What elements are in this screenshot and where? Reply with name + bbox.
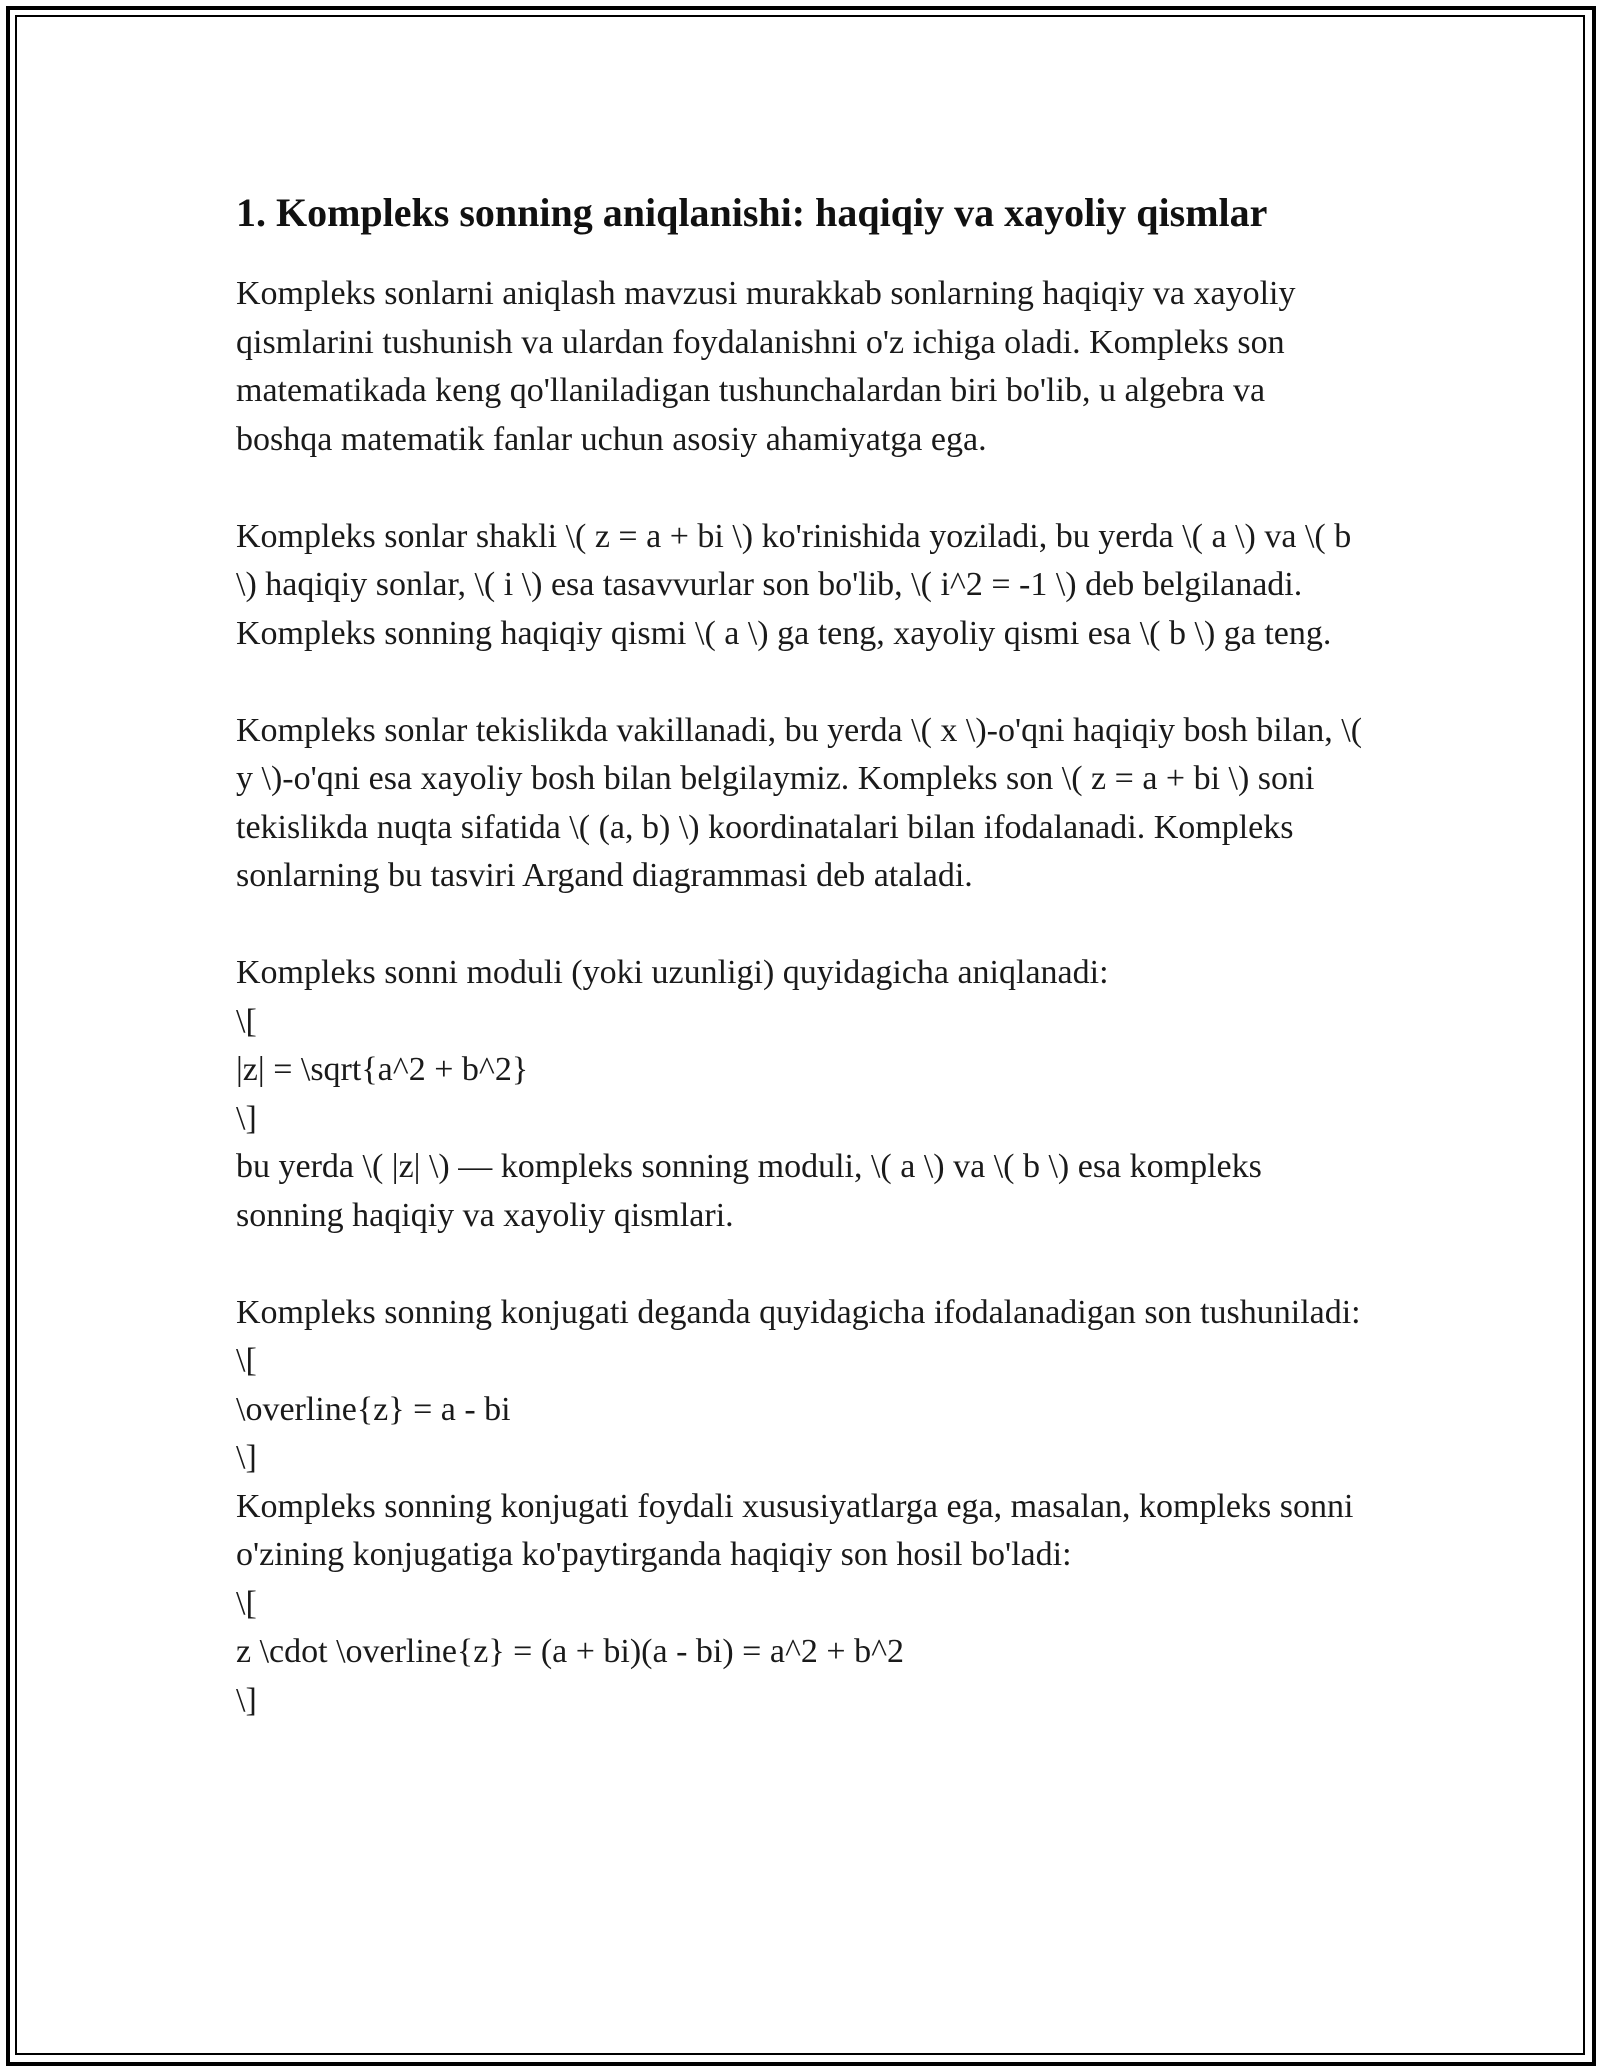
paragraph-gap <box>236 658 1366 707</box>
conjugate-explanation: Kompleks sonning konjugati foydali xususiyatlarga ega, masalan, kompleks sonni o'zining konjugatiga ko'paytirganda haqiqiy son hosil bo'ladi: <box>236 1487 1354 1573</box>
paragraph-plane: Kompleks sonlar tekislikda vakillanadi, bu yerda \( x \)-o'qni haqiqiy bosh bilan, \( y \)-o'qni esa xayoliy bosh bilan belgilaymiz. Kompleks son \( z = a + bi \) soni tekislikda nuqta sifatida \( (a, b) \) koordinatalari bilan ifodalanadi. Kompleks sonlarning bu tasviri Argand diagrammasi deb ataladi. <box>236 711 1363 894</box>
math-open-delimiter: \[ <box>236 1342 257 1379</box>
modulus-formula: |z| = \sqrt{a^2 + b^2} <box>236 1051 529 1088</box>
math-close-delimiter: \] <box>236 1099 257 1137</box>
paragraph-form: Kompleks sonlar shakli \( z = a + bi \) ko'rinishida yoziladi, bu yerda \( a \) va \( b \) haqiqiy sonlar, \( i \) esa tasavvurlar son bo'lib, \( i^2 = -1 \) deb belgilanadi. Kompleks sonning haqiqiy qismi \( a \) ga teng, xayoliy qismi esa \( b \) ga teng. <box>236 517 1352 652</box>
modulus-intro: Kompleks sonni moduli (yoki uzunligi) quyidagicha aniqlanadi: <box>236 954 1109 991</box>
modulus-section <box>236 949 1366 1240</box>
math-close-delimiter: \] <box>236 1681 257 1719</box>
math-open-delimiter: \[ <box>236 1584 257 1622</box>
math-close-delimiter: \] <box>236 1439 257 1476</box>
paragraph-gap <box>236 1240 1366 1289</box>
section-title: 1. Kompleks sonning aniqlanishi: haqiqiy va xayoliy qismlar <box>236 190 1268 235</box>
paragraph-gap <box>236 901 1366 950</box>
product-formula: z \cdot \overline{z} = (a + bi)(a - bi) = a^2 + b^2 <box>236 1633 905 1670</box>
paragraph-gap <box>236 464 1366 513</box>
document-body <box>236 186 1366 1725</box>
modulus-explanation: bu yerda \( |z| \) — kompleks sonning moduli, \( a \) va \( b \) esa kompleks sonning haqiqiy va xayoliy qismlari. <box>236 1148 1262 1234</box>
conjugate-formula: \overline{z} = a - bi <box>236 1390 511 1428</box>
math-open-delimiter: \[ <box>236 1002 257 1040</box>
conjugate-intro: Kompleks sonning konjugati deganda quyidagicha ifodalanadigan son tushuniladi: <box>236 1293 1361 1331</box>
conjugate-section <box>236 1289 1366 1726</box>
paragraph-intro: Kompleks sonlarni aniqlash mavzusi murakkab sonlarning haqiqiy va xayoliy qismlarini tushunish va ulardan foydalanishni o'z ichiga oladi. Kompleks son matematikada keng qo'llaniladigan tushunchalardan biri bo'lib, u algebra va boshqa matematik fanlar uchun asosiy ahamiyatga ega. <box>236 275 1296 458</box>
